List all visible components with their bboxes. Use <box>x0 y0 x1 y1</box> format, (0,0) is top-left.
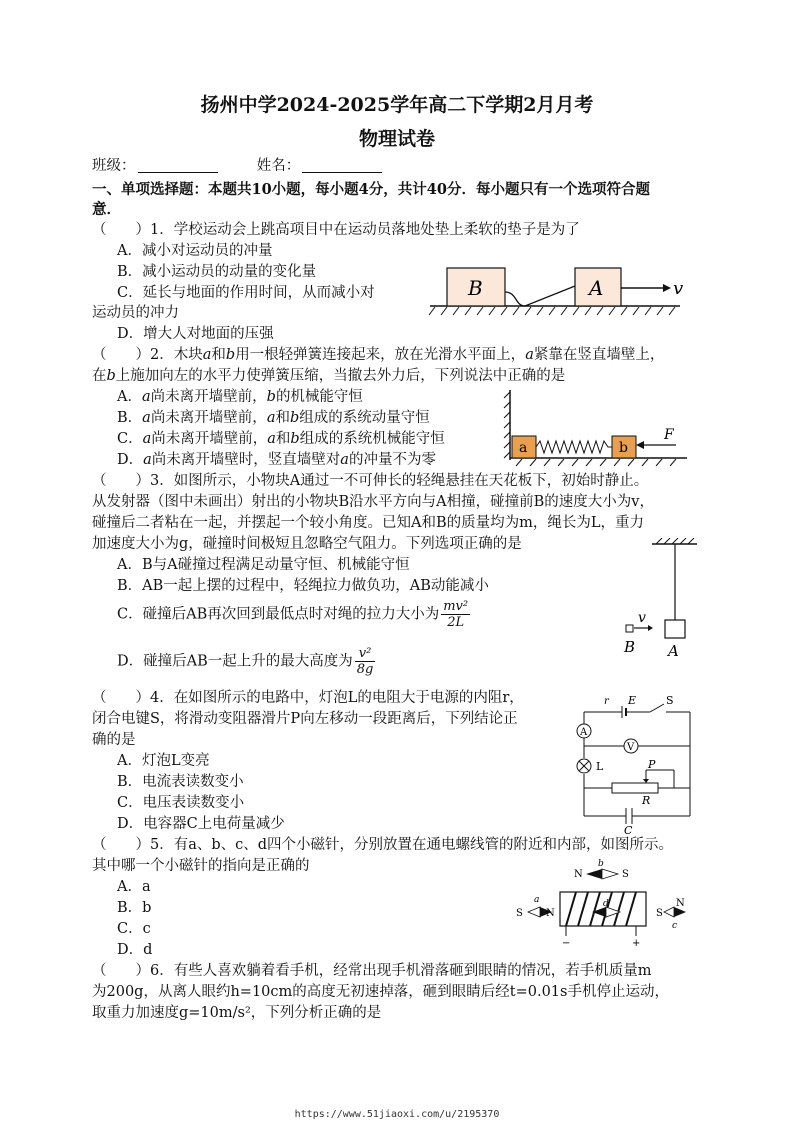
svg-text:d: d <box>603 899 609 909</box>
section-heading-line2: 意． <box>92 201 121 218</box>
svg-text:N: N <box>546 908 555 919</box>
q2-option-c: C．a尚未离开墙壁前，a和b组成的系统机械能守恒 <box>117 431 445 447</box>
q1-option-c-line1: C．延长与地面的作用时间，从而减小对 <box>117 285 375 301</box>
name-blank[interactable] <box>302 157 382 173</box>
q2-spring <box>536 441 612 453</box>
exam-subtitle: 物理试卷 <box>358 128 435 150</box>
svg-text:E: E <box>628 694 637 707</box>
name-label: 姓名： <box>256 158 301 174</box>
q1-velocity-arrow-icon <box>663 284 671 292</box>
q1-option-a: A．减小对运动员的冲量 <box>117 243 273 259</box>
q3-option-a: A．B与A碰撞过程满足动量守恒、机械能守恒 <box>117 557 410 573</box>
q2-force-label: F <box>664 427 674 443</box>
q4-slider-arrow-icon <box>643 779 649 783</box>
q3-line1: （ ）3．如图所示，小物块A通过一不可伸长的轻绳悬挂在天花板下，初始时静止。 <box>92 473 649 489</box>
q4-option-a: A．灯泡L变亮 <box>117 753 210 769</box>
q3-line4: 加速度大小为g，碰撞时间极短且忽略空气阻力。下列选项正确的是 <box>92 536 522 552</box>
q3-c-fraction: $\frac{\text{mv²}}{2L}$ <box>443 599 469 630</box>
q5-option-c: C．c <box>117 921 151 937</box>
q3-velocity-arrow-icon <box>648 625 653 631</box>
q4-circuit-figure <box>566 690 696 836</box>
svg-text:A: A <box>580 727 588 738</box>
svg-text:R: R <box>642 794 651 807</box>
q1-rope <box>505 286 575 306</box>
svg-text:c: c <box>672 921 678 931</box>
q6-line3: 取重力加速度g=10m/s²，下列分析正确的是 <box>92 1005 382 1021</box>
class-blank[interactable] <box>138 157 218 173</box>
svg-text:S: S <box>622 869 629 880</box>
q3-option-c: C．碰撞后AB再次回到最低点时对绳的拉力大小为 $\frac{\text{mv²}}{2L}$ <box>117 599 469 630</box>
q5-compass-b-icon <box>586 869 602 879</box>
q4-line1: （ ）4．在如图所示的电路中，灯泡L的电阻大于电源的内阻r， <box>92 690 524 706</box>
q5-compass-c-icon <box>664 907 674 917</box>
q1-figure <box>425 262 695 324</box>
q3-option-d: D．碰撞后AB一起上升的最大高度为 $\frac{\text{v²}}{8g}$ <box>117 646 374 677</box>
svg-text:L: L <box>596 760 604 773</box>
q6-line2: 为200g，从离人眼约h=10cm的高度无初速掉落，砸到眼睛后经t=0.01s手机停止运动， <box>92 984 669 1000</box>
q4-option-d: D．电容器C上电荷量减少 <box>117 816 285 832</box>
q5-compass-a-icon <box>528 907 540 917</box>
q3-line3: 碰撞后二者粘在一起，并摆起一个较小角度。已知A和B的质量均为m，绳长为L，重力 <box>92 515 645 531</box>
q2-option-b: B．a尚未离开墙壁前，a和b组成的系统动量守恒 <box>117 410 430 426</box>
q1-option-b: B．减小运动员的动量的变化量 <box>117 264 317 280</box>
svg-text:a: a <box>534 895 540 905</box>
q5-option-d: D．d <box>117 942 153 958</box>
exam-title: 扬州中学2024-2025学年高二下学期2月月考 <box>200 94 594 116</box>
q2-figure <box>502 388 692 470</box>
q2-stem-line1: （ ）2．木块a和b用一根轻弹簧连接起来，放在光滑水平面上，a紧靠在竖直墙壁上， <box>92 347 665 363</box>
q3-label-a: A <box>668 642 679 660</box>
svg-text:b: b <box>598 859 604 869</box>
svg-text:−: − <box>562 938 571 948</box>
q4-line2: 闭合电键S，将滑动变阻器滑片P向左移动一段距离后，下列结论正 <box>92 711 518 727</box>
section-heading-line1: 一、单项选择题：本题共10小题，每小题4分，共计40分．每小题只有一个选项符合题 <box>92 181 650 198</box>
q3-label-b: B <box>624 638 636 656</box>
q3-velocity-label: v <box>638 610 646 626</box>
svg-text:S: S <box>666 694 674 707</box>
svg-text:N: N <box>574 869 583 880</box>
q5-solenoid-figure <box>512 856 692 948</box>
q2-block-a-label: a <box>519 440 528 456</box>
q1-block-a-label: A <box>589 276 604 300</box>
q5-option-b: B．b <box>117 900 152 916</box>
q3-option-b: B．AB一起上摆的过程中，轻绳拉力做负功，AB动能减小 <box>117 578 489 594</box>
q3-line2: 从发射器（图中未画出）射出的小物块B沿水平方向与A相撞，碰撞前B的速度大小为v， <box>92 494 654 510</box>
q4-option-b: B．电流表读数变小 <box>117 774 244 790</box>
q4-line3: 确的是 <box>92 732 136 748</box>
q2-force-arrow-icon <box>636 441 644 449</box>
svg-text:S: S <box>656 908 663 919</box>
q2-stem-line2: 在b上施加向左的水平力使弹簧压缩，当撤去外力后，下列说法中正确的是 <box>92 368 566 384</box>
svg-text:C: C <box>624 824 633 836</box>
q3-figure <box>612 538 702 660</box>
q5-line1: （ ）5．有a、b、c、d四个小磁针，分别放置在通电螺线管的附近和内部，如图所示。 <box>92 837 674 853</box>
q2-option-d: D．a尚未离开墙壁时，竖直墙壁对a的冲量不为零 <box>117 452 436 468</box>
q1-option-c-line2: 运动员的冲力 <box>92 305 179 321</box>
q3-d-fraction: $\frac{\text{v²}}{8g}$ <box>356 646 374 677</box>
footer-url[interactable]: https://www.51jiaoxi.com/u/2195370 <box>294 1109 500 1120</box>
svg-text:+: + <box>632 938 641 948</box>
q1-stem: （ ）1．学校运动会上跳高项目中在运动员落地处垫上柔软的垫子是为了 <box>92 222 580 238</box>
class-label: 班级： <box>92 158 136 174</box>
q5-line2: 其中哪一个小磁针的指向是正确的 <box>92 858 310 874</box>
class-field <box>92 156 382 176</box>
q1-block-b-label: B <box>468 276 483 300</box>
q1-velocity-label: v <box>673 278 684 299</box>
q5-option-a: A．a <box>117 879 151 895</box>
svg-text:P: P <box>648 758 656 771</box>
q3-block-b <box>626 625 633 632</box>
svg-text:V: V <box>627 742 635 753</box>
svg-text:r: r <box>604 696 609 707</box>
q4-option-c: C．电压表读数变小 <box>117 795 245 811</box>
svg-text:N: N <box>676 898 685 909</box>
svg-text:S: S <box>516 908 523 919</box>
q1-option-d: D．增大人对地面的压强 <box>117 326 274 342</box>
q3-block-a <box>665 620 685 638</box>
q2-option-a: A．a尚未离开墙壁前，b的机械能守恒 <box>117 389 363 405</box>
q6-line1: （ ）6．有些人喜欢躺着看手机，经常出现手机滑落砸到眼睛的情况，若手机质量m <box>92 963 652 979</box>
q2-block-b-label: b <box>619 440 628 456</box>
